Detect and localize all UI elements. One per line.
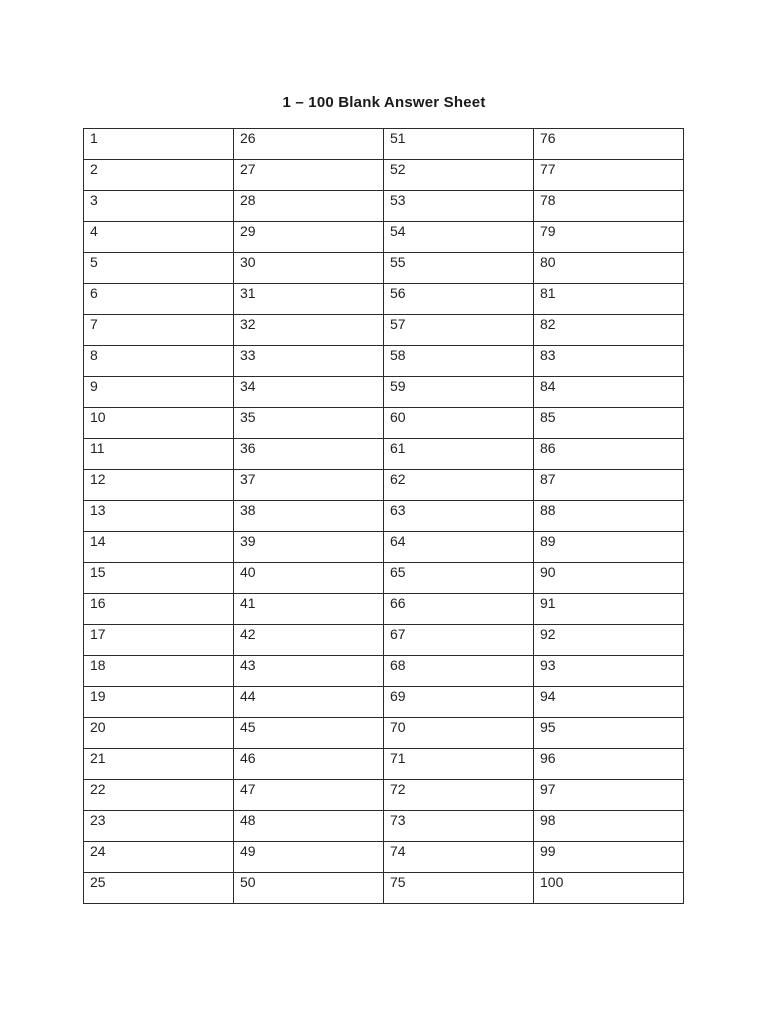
answer-cell (534, 532, 684, 563)
question-number: 53 (390, 192, 406, 208)
answer-cell (384, 594, 534, 625)
question-number: 67 (390, 626, 406, 642)
question-number: 97 (540, 781, 556, 797)
question-number: 78 (540, 192, 556, 208)
question-number: 65 (390, 564, 406, 580)
answer-cell (384, 656, 534, 687)
question-number: 44 (240, 688, 256, 704)
table-row (84, 501, 684, 532)
question-number: 86 (540, 440, 556, 456)
answer-cell (534, 129, 684, 160)
question-number: 42 (240, 626, 256, 642)
question-number: 19 (90, 688, 106, 704)
table-row (84, 594, 684, 625)
question-number: 94 (540, 688, 556, 704)
answer-cell (84, 718, 234, 749)
answer-cell (534, 749, 684, 780)
answer-cell (84, 811, 234, 842)
question-number: 16 (90, 595, 106, 611)
question-number: 1 (90, 130, 98, 146)
answer-cell (84, 749, 234, 780)
question-number: 57 (390, 316, 406, 332)
question-number: 66 (390, 595, 406, 611)
answer-cell (534, 191, 684, 222)
answer-cell (84, 253, 234, 284)
answer-cell (84, 687, 234, 718)
answer-cell (234, 625, 384, 656)
question-number: 26 (240, 130, 256, 146)
answer-cell (384, 222, 534, 253)
answer-cell (534, 408, 684, 439)
question-number: 9 (90, 378, 98, 394)
question-number: 5 (90, 254, 98, 270)
question-number: 71 (390, 750, 406, 766)
table-row (84, 811, 684, 842)
question-number: 90 (540, 564, 556, 580)
table-row (84, 563, 684, 594)
answer-cell (534, 594, 684, 625)
answer-cell (384, 811, 534, 842)
question-number: 98 (540, 812, 556, 828)
question-number: 76 (540, 130, 556, 146)
question-number: 83 (540, 347, 556, 363)
question-number: 21 (90, 750, 106, 766)
answer-cell (234, 532, 384, 563)
answer-cell (84, 408, 234, 439)
question-number: 80 (540, 254, 556, 270)
answer-cell (84, 656, 234, 687)
question-number: 24 (90, 843, 106, 859)
table-row (84, 532, 684, 563)
question-number: 58 (390, 347, 406, 363)
question-number: 62 (390, 471, 406, 487)
answer-cell (84, 563, 234, 594)
table-row (84, 625, 684, 656)
answer-cell (534, 439, 684, 470)
table-row (84, 873, 684, 904)
table-row (84, 129, 684, 160)
answer-cell (384, 284, 534, 315)
answer-cell (234, 470, 384, 501)
answer-cell (234, 842, 384, 873)
answer-cell (534, 253, 684, 284)
question-number: 81 (540, 285, 556, 301)
table-row (84, 315, 684, 346)
answer-cell (84, 129, 234, 160)
question-number: 7 (90, 316, 98, 332)
question-number: 4 (90, 223, 98, 239)
answer-cell (384, 315, 534, 346)
answer-cell (534, 501, 684, 532)
answer-cell (534, 625, 684, 656)
answer-cell (234, 315, 384, 346)
answer-cell (234, 687, 384, 718)
answer-cell (84, 873, 234, 904)
table-row (84, 377, 684, 408)
answer-cell (384, 129, 534, 160)
question-number: 68 (390, 657, 406, 673)
answer-table (83, 128, 684, 904)
question-number: 85 (540, 409, 556, 425)
answer-cell (384, 346, 534, 377)
answer-cell (534, 842, 684, 873)
answer-cell (534, 470, 684, 501)
question-number: 99 (540, 843, 556, 859)
question-number: 17 (90, 626, 106, 642)
question-number: 11 (90, 440, 105, 456)
answer-cell (384, 687, 534, 718)
table-row (84, 284, 684, 315)
table-row (84, 687, 684, 718)
question-number: 15 (90, 564, 106, 580)
question-number: 28 (240, 192, 256, 208)
table-row (84, 718, 684, 749)
question-number: 74 (390, 843, 406, 859)
question-number: 50 (240, 874, 256, 890)
answer-cell (234, 253, 384, 284)
question-number: 64 (390, 533, 406, 549)
question-number: 52 (390, 161, 406, 177)
question-number: 54 (390, 223, 406, 239)
answer-cell (84, 594, 234, 625)
answer-cell (234, 501, 384, 532)
answer-cell (384, 842, 534, 873)
question-number: 6 (90, 285, 98, 301)
question-number: 60 (390, 409, 406, 425)
answer-cell (384, 780, 534, 811)
question-number: 49 (240, 843, 256, 859)
answer-cell (534, 780, 684, 811)
table-row (84, 160, 684, 191)
question-number: 35 (240, 409, 256, 425)
answer-cell (84, 377, 234, 408)
question-number: 79 (540, 223, 556, 239)
question-number: 29 (240, 223, 256, 239)
answer-cell (534, 315, 684, 346)
question-number: 34 (240, 378, 256, 394)
answer-cell (384, 749, 534, 780)
answer-cell (234, 811, 384, 842)
answer-cell (234, 656, 384, 687)
question-number: 47 (240, 781, 256, 797)
answer-cell (384, 501, 534, 532)
answer-cell (84, 284, 234, 315)
question-number: 18 (90, 657, 106, 673)
table-row (84, 749, 684, 780)
answer-cell (384, 439, 534, 470)
question-number: 46 (240, 750, 256, 766)
answer-cell (534, 811, 684, 842)
answer-cell (84, 532, 234, 563)
question-number: 73 (390, 812, 406, 828)
question-number: 31 (240, 285, 256, 301)
question-number: 91 (540, 595, 556, 611)
answer-cell (384, 160, 534, 191)
question-number: 8 (90, 347, 98, 363)
answer-cell (234, 439, 384, 470)
table-row (84, 439, 684, 470)
table-row (84, 346, 684, 377)
answer-cell (234, 563, 384, 594)
answer-cell (84, 439, 234, 470)
question-number: 55 (390, 254, 406, 270)
answer-cell (384, 873, 534, 904)
question-number: 36 (240, 440, 256, 456)
question-number: 59 (390, 378, 406, 394)
question-number: 27 (240, 161, 256, 177)
question-number: 95 (540, 719, 556, 735)
answer-cell (84, 315, 234, 346)
question-number: 77 (540, 161, 556, 177)
question-number: 23 (90, 812, 106, 828)
answer-cell (234, 408, 384, 439)
answer-cell (84, 346, 234, 377)
question-number: 40 (240, 564, 256, 580)
question-number: 87 (540, 471, 556, 487)
question-number: 2 (90, 161, 98, 177)
answer-table-body (84, 129, 684, 904)
question-number: 10 (90, 409, 106, 425)
question-number: 25 (90, 874, 106, 890)
question-number: 75 (390, 874, 406, 890)
page-title: 1 – 100 Blank Answer Sheet (282, 94, 486, 111)
answer-cell (234, 191, 384, 222)
answer-cell (534, 160, 684, 191)
answer-cell (84, 191, 234, 222)
table-row (84, 842, 684, 873)
question-number: 12 (90, 471, 106, 487)
answer-cell (84, 780, 234, 811)
question-number: 48 (240, 812, 256, 828)
table-row (84, 780, 684, 811)
answer-cell (84, 222, 234, 253)
answer-cell (534, 718, 684, 749)
answer-cell (84, 501, 234, 532)
answer-cell (534, 563, 684, 594)
answer-cell (84, 470, 234, 501)
answer-cell (534, 222, 684, 253)
answer-cell (534, 873, 684, 904)
question-number: 38 (240, 502, 256, 518)
question-number: 84 (540, 378, 556, 394)
question-number: 22 (90, 781, 106, 797)
answer-cell (84, 842, 234, 873)
question-number: 93 (540, 657, 556, 673)
question-number: 69 (390, 688, 406, 704)
answer-cell (384, 470, 534, 501)
question-number: 43 (240, 657, 256, 673)
question-number: 3 (90, 192, 98, 208)
answer-cell (384, 253, 534, 284)
answer-cell (234, 780, 384, 811)
answer-cell (234, 346, 384, 377)
answer-cell (384, 625, 534, 656)
answer-cell (384, 377, 534, 408)
answer-cell (384, 408, 534, 439)
question-number: 89 (540, 533, 556, 549)
question-number: 56 (390, 285, 406, 301)
question-number: 30 (240, 254, 256, 270)
answer-cell (234, 873, 384, 904)
question-number: 70 (390, 719, 406, 735)
answer-cell (384, 718, 534, 749)
question-number: 39 (240, 533, 256, 549)
table-row (84, 222, 684, 253)
answer-cell (234, 377, 384, 408)
answer-cell (84, 625, 234, 656)
answer-cell (234, 749, 384, 780)
answer-cell (384, 191, 534, 222)
table-row (84, 656, 684, 687)
question-number: 41 (240, 595, 256, 611)
question-number: 32 (240, 316, 256, 332)
answer-cell (234, 129, 384, 160)
answer-cell (534, 284, 684, 315)
table-row (84, 408, 684, 439)
answer-cell (384, 563, 534, 594)
question-number: 51 (390, 130, 406, 146)
table-row (84, 470, 684, 501)
question-number: 88 (540, 502, 556, 518)
answer-cell (534, 346, 684, 377)
answer-cell (534, 377, 684, 408)
answer-cell (234, 594, 384, 625)
question-number: 33 (240, 347, 256, 363)
question-number: 20 (90, 719, 106, 735)
question-number: 92 (540, 626, 556, 642)
question-number: 82 (540, 316, 556, 332)
answer-cell (234, 284, 384, 315)
question-number: 13 (90, 502, 106, 518)
question-number: 96 (540, 750, 556, 766)
question-number: 61 (390, 440, 406, 456)
question-number: 14 (90, 533, 106, 549)
answer-cell (234, 718, 384, 749)
question-number: 72 (390, 781, 406, 797)
answer-cell (234, 160, 384, 191)
answer-cell (84, 160, 234, 191)
question-number: 100 (540, 874, 564, 890)
table-row (84, 191, 684, 222)
question-number: 63 (390, 502, 406, 518)
table-row (84, 253, 684, 284)
answer-cell (534, 656, 684, 687)
answer-cell (534, 687, 684, 718)
answer-cell (384, 532, 534, 563)
answer-cell (234, 222, 384, 253)
question-number: 45 (240, 719, 256, 735)
question-number: 37 (240, 471, 256, 487)
